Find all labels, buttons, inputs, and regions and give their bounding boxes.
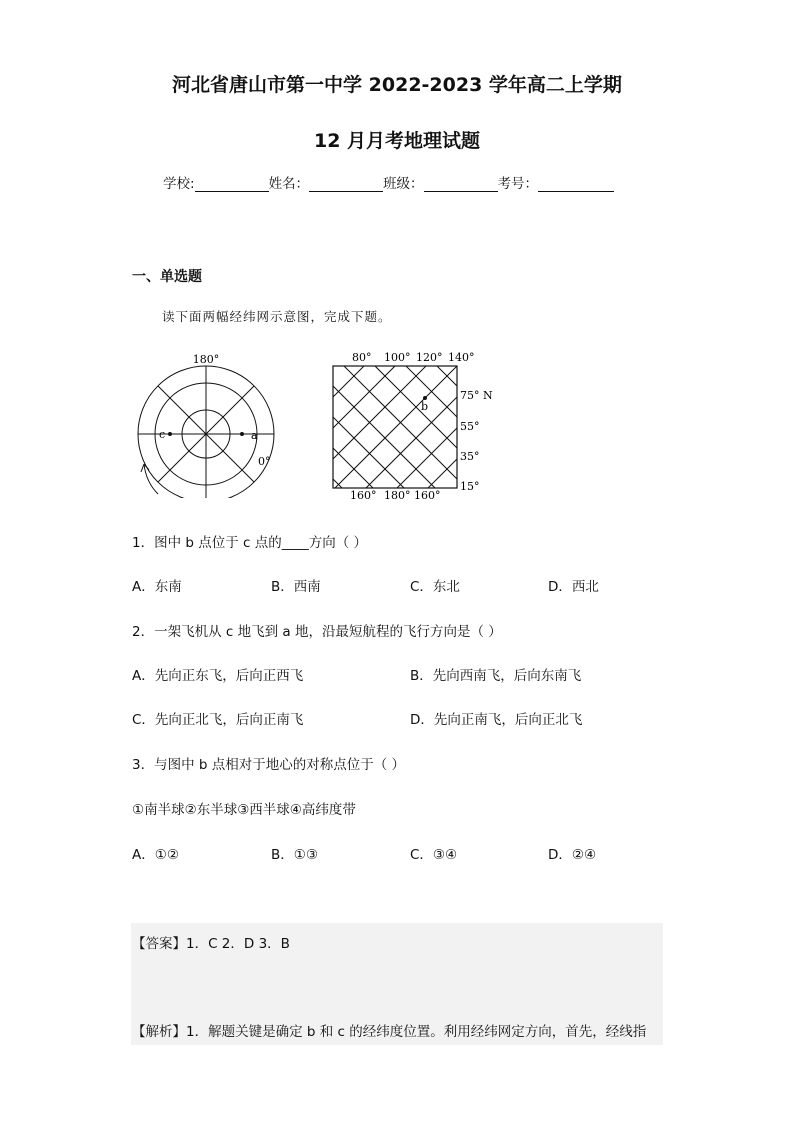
- question-intro: 读下面两幅经纬网示意图，完成下题。: [162, 309, 392, 324]
- name-label: 姓名：: [268, 176, 310, 192]
- answer-line: [132, 932, 290, 952]
- q1-option-c[interactable]: C．东北: [410, 579, 460, 595]
- graticule-line: [333, 366, 395, 428]
- q2-option-c[interactable]: C．先向正北飞，后向正南飞: [132, 712, 304, 728]
- grid-top-labels: [352, 351, 475, 364]
- question-3-stem: 3．与图中 b 点相对于地心的对称点位于（ ）: [132, 757, 406, 773]
- analysis-line: [132, 1020, 646, 1040]
- point-a-marker: [240, 432, 244, 436]
- answer-label: 【答案】: [132, 936, 186, 952]
- graticule-line: [333, 386, 435, 488]
- rotation-arrow-icon: [144, 464, 158, 494]
- point-c-marker: [168, 432, 172, 436]
- polar-right-label: 0°: [258, 455, 271, 468]
- polar-top-label: 180°: [192, 353, 220, 366]
- graticule-line: [335, 366, 457, 488]
- student-info-fields: [163, 172, 614, 192]
- q2-option-a[interactable]: A．先向正东飞，后向正西飞: [132, 668, 304, 684]
- grid-right-label: 55°: [460, 420, 480, 433]
- number-blank[interactable]: [538, 177, 614, 192]
- grid-bottom-label: 160°: [350, 489, 377, 502]
- q3-option-a[interactable]: A．①②: [132, 847, 179, 863]
- graticule-line: [333, 479, 342, 488]
- class-label: 班级：: [383, 176, 424, 192]
- grid-graticule-figure: [326, 348, 498, 502]
- q3-option-c[interactable]: C．③④: [410, 847, 458, 863]
- graticule-line: [333, 366, 429, 459]
- point-c-label: c: [159, 428, 166, 441]
- school-label: 学校:: [163, 176, 195, 192]
- graticule-line: [333, 448, 373, 488]
- question-1-stem: 1．图中 b 点位于 c 点的____方向（ ）: [132, 535, 368, 551]
- exam-title-line1: 河北省唐山市第一中学 2022-2023 学年高二上学期: [172, 74, 622, 96]
- graticule-line: [428, 459, 457, 488]
- polar-graticule-figure: [130, 348, 290, 498]
- q2-option-b[interactable]: B．先向西南飞，后向东南飞: [410, 668, 582, 684]
- grid-right-label: 75° N: [460, 389, 493, 402]
- point-b-label: b: [421, 400, 429, 413]
- class-blank[interactable]: [424, 177, 498, 192]
- graticule-line: [366, 397, 457, 488]
- analysis-label: 【解析】: [132, 1024, 186, 1040]
- q3-option-b[interactable]: B．①③: [271, 847, 318, 863]
- name-blank[interactable]: [309, 177, 383, 192]
- answer-text: 1．C 2．D 3．B: [186, 936, 290, 952]
- q1-option-d[interactable]: D．西北: [548, 579, 599, 595]
- question-2-stem: 2．一架飞机从 c 地飞到 a 地，沿最短航程的飞行方向是（ ）: [132, 624, 502, 640]
- q1-option-a[interactable]: A．东南: [132, 579, 182, 595]
- grid-right-label: 15°: [460, 480, 480, 493]
- grid-top-label: 140°: [448, 351, 475, 364]
- q2-option-d[interactable]: D．先向正南飞，后向正北飞: [410, 712, 583, 728]
- question-3-statements: ①南半球②东半球③西半球④高纬度带: [132, 802, 356, 818]
- grid-bottom-label: 180°: [384, 489, 411, 502]
- graticule-line: [333, 417, 404, 488]
- point-a-label: a: [251, 429, 258, 442]
- q3-option-d[interactable]: D．②④: [548, 847, 597, 863]
- exam-title-line2: 12 月月考地理试题: [313, 130, 481, 152]
- grid-top-label: 120°: [416, 351, 443, 364]
- school-blank[interactable]: [195, 177, 269, 192]
- q1-option-b[interactable]: B．西南: [271, 579, 321, 595]
- grid-top-label: 100°: [384, 351, 411, 364]
- graticule-line: [397, 428, 457, 488]
- grid-right-label: 35°: [460, 450, 480, 463]
- grid-bottom-label: 160°: [414, 489, 441, 502]
- number-label: 考号：: [497, 176, 539, 192]
- grid-top-label: 80°: [352, 351, 372, 364]
- section-heading: 一、单选题: [132, 269, 202, 285]
- analysis-text: 1．解题关键是确定 b 和 c 的经纬度位置。利用经纬网定方向，首先，经线指: [186, 1024, 647, 1040]
